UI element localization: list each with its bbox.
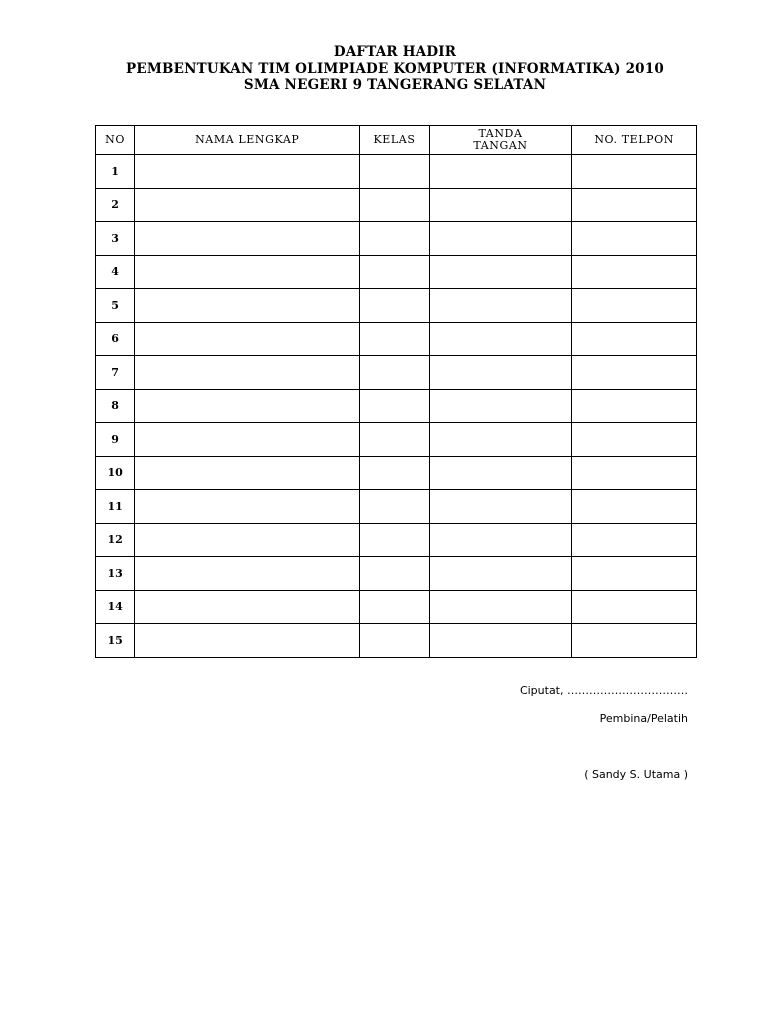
row-telpon-cell bbox=[572, 255, 697, 289]
row-nama-cell bbox=[135, 590, 360, 624]
column-header-tanda-tangan bbox=[429, 126, 572, 155]
table-row bbox=[96, 322, 697, 356]
row-tanda-tangan-cell bbox=[429, 557, 572, 591]
table-row bbox=[96, 289, 697, 323]
row-number: 13 bbox=[96, 557, 135, 591]
row-tanda-tangan-cell bbox=[429, 423, 572, 457]
table-row bbox=[96, 590, 697, 624]
row-kelas-cell bbox=[360, 523, 429, 557]
row-number: 4 bbox=[96, 255, 135, 289]
row-tanda-tangan-cell bbox=[429, 523, 572, 557]
column-header-tanda-line2: TANGAN bbox=[473, 139, 528, 152]
table-body bbox=[96, 155, 697, 658]
row-nama-cell bbox=[135, 490, 360, 524]
row-nama-cell bbox=[135, 624, 360, 658]
row-nama-cell bbox=[135, 356, 360, 390]
signature-name: ( Sandy S. Utama ) bbox=[584, 768, 688, 781]
row-nama-cell bbox=[135, 456, 360, 490]
column-header-kelas: KELAS bbox=[360, 126, 429, 155]
column-header-nama: NAMA LENGKAP bbox=[135, 126, 360, 155]
row-tanda-tangan-cell bbox=[429, 322, 572, 356]
row-tanda-tangan-cell bbox=[429, 624, 572, 658]
row-number: 3 bbox=[96, 222, 135, 256]
row-tanda-tangan-cell bbox=[429, 490, 572, 524]
table-row bbox=[96, 255, 697, 289]
row-tanda-tangan-cell bbox=[429, 155, 572, 189]
row-kelas-cell bbox=[360, 456, 429, 490]
row-kelas-cell bbox=[360, 222, 429, 256]
row-tanda-tangan-cell bbox=[429, 255, 572, 289]
table-row bbox=[96, 389, 697, 423]
row-kelas-cell bbox=[360, 188, 429, 222]
row-number: 12 bbox=[96, 523, 135, 557]
row-number: 15 bbox=[96, 624, 135, 658]
row-kelas-cell bbox=[360, 289, 429, 323]
table-row bbox=[96, 557, 697, 591]
row-nama-cell bbox=[135, 222, 360, 256]
row-kelas-cell bbox=[360, 255, 429, 289]
row-nama-cell bbox=[135, 523, 360, 557]
row-kelas-cell bbox=[360, 389, 429, 423]
row-number: 10 bbox=[96, 456, 135, 490]
row-tanda-tangan-cell bbox=[429, 356, 572, 390]
attendance-table bbox=[95, 125, 697, 658]
row-tanda-tangan-cell bbox=[429, 289, 572, 323]
table-header-row bbox=[96, 126, 697, 155]
row-nama-cell bbox=[135, 322, 360, 356]
table-row bbox=[96, 188, 697, 222]
row-nama-cell bbox=[135, 389, 360, 423]
row-tanda-tangan-cell bbox=[429, 456, 572, 490]
header-subtitle: PEMBENTUKAN TIM OLIMPIADE KOMPUTER (INFORMATIKA) 2010 bbox=[126, 60, 664, 77]
row-kelas-cell bbox=[360, 624, 429, 658]
row-telpon-cell bbox=[572, 523, 697, 557]
table-row bbox=[96, 456, 697, 490]
row-telpon-cell bbox=[572, 289, 697, 323]
row-telpon-cell bbox=[572, 490, 697, 524]
row-kelas-cell bbox=[360, 322, 429, 356]
row-number: 7 bbox=[96, 356, 135, 390]
row-number: 2 bbox=[96, 188, 135, 222]
column-header-no: NO bbox=[96, 126, 135, 155]
table-row bbox=[96, 423, 697, 457]
header-title: DAFTAR HADIR bbox=[333, 44, 457, 60]
column-header-telpon: NO. TELPON bbox=[572, 126, 697, 155]
row-telpon-cell bbox=[572, 456, 697, 490]
column-header-tanda-line1: TANDA bbox=[478, 127, 523, 140]
table-row bbox=[96, 222, 697, 256]
row-kelas-cell bbox=[360, 155, 429, 189]
row-number: 8 bbox=[96, 389, 135, 423]
row-number: 1 bbox=[96, 155, 135, 189]
row-number: 14 bbox=[96, 590, 135, 624]
row-number: 11 bbox=[96, 490, 135, 524]
row-telpon-cell bbox=[572, 188, 697, 222]
signature-role: Pembina/Pelatih bbox=[599, 712, 688, 725]
table-row bbox=[96, 356, 697, 390]
row-nama-cell bbox=[135, 155, 360, 189]
table-row bbox=[96, 624, 697, 658]
row-nama-cell bbox=[135, 255, 360, 289]
row-number: 9 bbox=[96, 423, 135, 457]
row-telpon-cell bbox=[572, 322, 697, 356]
header-school: SMA NEGERI 9 TANGERANG SELATAN bbox=[243, 77, 547, 93]
row-tanda-tangan-cell bbox=[429, 222, 572, 256]
row-tanda-tangan-cell bbox=[429, 188, 572, 222]
signature-place-date: Ciputat, …………………………… bbox=[519, 684, 688, 697]
row-number: 5 bbox=[96, 289, 135, 323]
row-telpon-cell bbox=[572, 590, 697, 624]
table-row bbox=[96, 490, 697, 524]
table-row bbox=[96, 155, 697, 189]
row-telpon-cell bbox=[572, 557, 697, 591]
row-kelas-cell bbox=[360, 356, 429, 390]
row-nama-cell bbox=[135, 557, 360, 591]
table-row bbox=[96, 523, 697, 557]
row-kelas-cell bbox=[360, 557, 429, 591]
row-kelas-cell bbox=[360, 490, 429, 524]
row-kelas-cell bbox=[360, 423, 429, 457]
row-tanda-tangan-cell bbox=[429, 590, 572, 624]
row-tanda-tangan-cell bbox=[429, 389, 572, 423]
document-header bbox=[0, 44, 768, 94]
row-nama-cell bbox=[135, 188, 360, 222]
row-number: 6 bbox=[96, 322, 135, 356]
row-telpon-cell bbox=[572, 423, 697, 457]
row-telpon-cell bbox=[572, 155, 697, 189]
row-telpon-cell bbox=[572, 624, 697, 658]
row-telpon-cell bbox=[572, 389, 697, 423]
row-nama-cell bbox=[135, 289, 360, 323]
row-nama-cell bbox=[135, 423, 360, 457]
row-kelas-cell bbox=[360, 590, 429, 624]
row-telpon-cell bbox=[572, 356, 697, 390]
row-telpon-cell bbox=[572, 222, 697, 256]
